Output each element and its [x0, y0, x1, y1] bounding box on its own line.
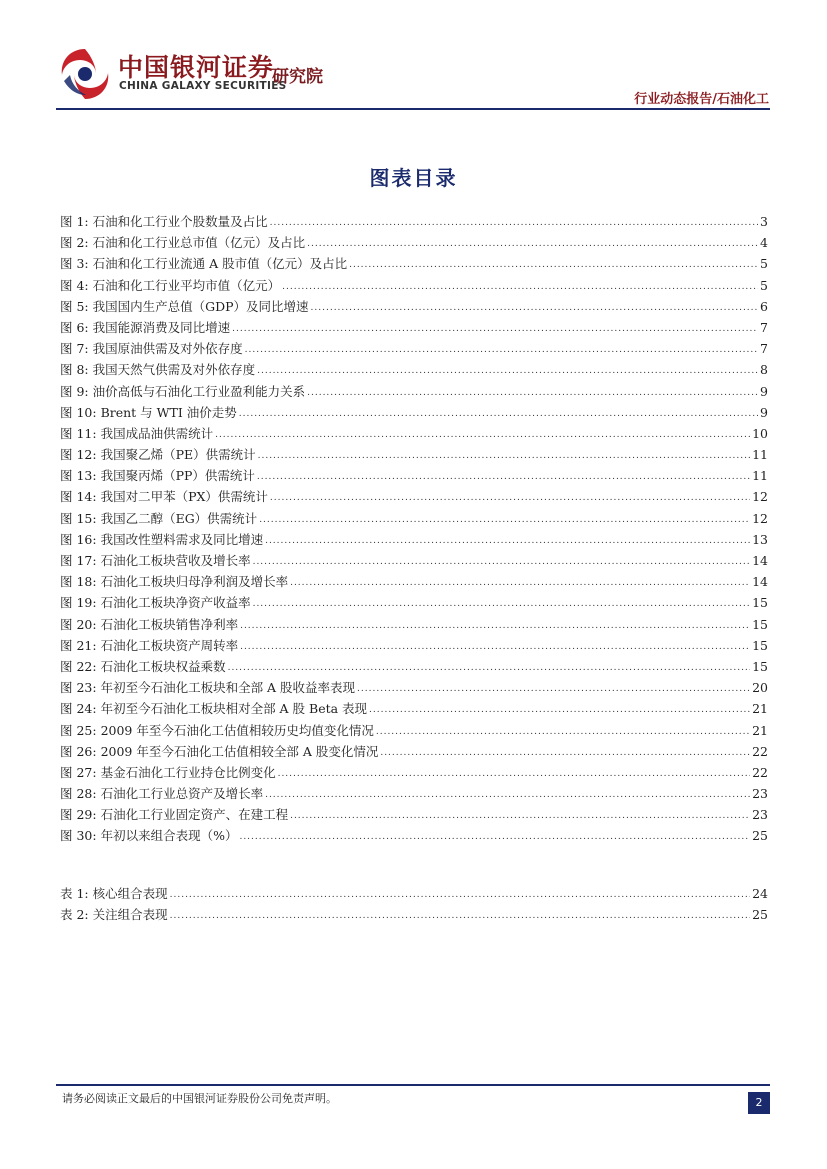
toc-figure-entry[interactable] [60, 635, 768, 656]
toc-entry-page: 21 [752, 701, 768, 717]
toc-entry-page: 12 [752, 489, 768, 505]
toc-entry-label: 图 28: 石油化工行业总资产及增长率 [60, 786, 264, 802]
toc-entry-page: 24 [752, 886, 768, 901]
page-header [0, 0, 827, 112]
toc-entry-label: 图 29: 石油化工行业固定资产、在建工程 [60, 807, 289, 823]
toc-entry-page: 14 [752, 574, 768, 590]
figures-toc-list [60, 211, 768, 847]
toc-entry-label: 图 21: 石油化工板块资产周转率 [60, 637, 239, 653]
toc-figure-entry[interactable] [60, 338, 768, 359]
toc-figure-entry[interactable] [60, 720, 768, 741]
toc-table-entry[interactable] [60, 883, 768, 904]
toc-entry-page: 9 [760, 383, 768, 399]
tables-toc-list [60, 883, 768, 925]
toc-figure-entry[interactable] [60, 571, 768, 592]
toc-entry-page: 14 [752, 553, 768, 568]
page-number-badge: 2 [748, 1092, 770, 1114]
toc-entry-label: 图 23: 年初至今石油化工板块和全部 A 股收益率表现 [60, 680, 356, 696]
toc-entry-label: 图 3: 石油和化工行业流通 A 股市值（亿元）及占比 [60, 256, 348, 272]
toc-entry-page: 20 [752, 680, 768, 696]
toc-entry-label: 图 5: 我国国内生产总值（GDP）及同比增速 [60, 298, 309, 314]
toc-figure-entry[interactable] [60, 381, 768, 402]
toc-entry-label: 图 20: 石油化工板块销售净利率 [60, 616, 239, 632]
toc-figure-entry[interactable] [60, 656, 768, 677]
toc-figure-entry[interactable] [60, 698, 768, 719]
header-divider [56, 108, 770, 110]
toc-entry-page: 21 [752, 722, 768, 738]
galaxy-logo-icon [56, 45, 114, 103]
toc-figure-entry[interactable] [60, 762, 768, 783]
toc-entry-page: 25 [752, 907, 768, 923]
toc-entry-page: 9 [760, 404, 768, 420]
toc-figure-entry[interactable] [60, 592, 768, 613]
toc-entry-page: 11 [752, 447, 768, 463]
toc-entry-page: 5 [760, 256, 768, 272]
toc-entry-label: 图 9: 油价高低与石油化工行业盈利能力关系 [60, 383, 306, 399]
toc-figure-entry[interactable] [60, 825, 768, 846]
toc-figure-entry[interactable] [60, 253, 768, 274]
toc-entry-label: 图 30: 年初以来组合表现（%） [60, 828, 238, 844]
toc-entry-page: 22 [752, 764, 768, 780]
toc-entry-label: 图 27: 基金石油化工行业持仓比例变化 [60, 764, 276, 780]
toc-entry-label: 图 4: 石油和化工行业平均市值（亿元） [60, 277, 281, 293]
toc-entry-page: 15 [752, 616, 768, 632]
toc-entry-label: 图 10: Brent 与 WTI 油价走势 [60, 404, 237, 420]
toc-entry-label: 图 15: 我国乙二醇（EG）供需统计 [60, 510, 258, 526]
toc-figure-entry[interactable] [60, 550, 768, 571]
toc-entry-label: 图 24: 年初至今石油化工板块相对全部 A 股 Beta 表现 [60, 701, 368, 717]
toc-figure-entry[interactable] [60, 741, 768, 762]
toc-figure-entry[interactable] [60, 783, 768, 804]
toc-title: 图表目录 [369, 166, 458, 190]
toc-entry-page: 5 [760, 277, 768, 293]
toc-figure-entry[interactable] [60, 359, 768, 380]
toc-entry-label: 图 17: 石油化工板块营收及增长率 [60, 553, 251, 568]
toc-figure-entry[interactable] [60, 232, 768, 253]
footer-disclaimer: 请务必阅读正文最后的中国银河证券股份公司免责声明。 [62, 1092, 337, 1105]
brand-name-cn: 中国银河证券 [118, 53, 275, 82]
toc-figure-entry[interactable] [60, 317, 768, 338]
toc-entry-label: 图 11: 我国成品油供需统计 [60, 425, 214, 441]
toc-entry-page: 12 [752, 510, 768, 526]
toc-entry-page: 10 [752, 425, 768, 441]
toc-entry-label: 图 13: 我国聚丙烯（PP）供需统计 [60, 468, 255, 484]
toc-figure-entry[interactable] [60, 677, 768, 698]
toc-entry-page: 3 [760, 214, 768, 229]
footer-divider [56, 1084, 770, 1086]
toc-figure-entry[interactable] [60, 402, 768, 423]
toc-entry-page: 4 [760, 235, 768, 251]
toc-entry-label: 图 1: 石油和化工行业个股数量及占比 [60, 214, 268, 229]
toc-entry-page: 15 [752, 658, 768, 674]
toc-figure-entry[interactable] [60, 614, 768, 635]
toc-entry-label: 图 25: 2009 年至今石油化工估值相较历史均值变化情况 [60, 722, 374, 738]
toc-entry-page: 15 [752, 595, 768, 611]
toc-figure-entry[interactable] [60, 465, 768, 486]
toc-entry-label: 图 18: 石油化工板块归母净利润及增长率 [60, 574, 289, 590]
toc-figure-entry[interactable] [60, 804, 768, 825]
toc-entry-label: 图 2: 石油和化工行业总市值（亿元）及占比 [60, 235, 306, 251]
toc-entry-label: 图 16: 我国改性塑料需求及同比增速 [60, 531, 264, 547]
toc-entry-page: 25 [752, 828, 768, 844]
toc-figure-entry[interactable] [60, 508, 768, 529]
toc-entry-label: 表 2: 关注组合表现 [60, 907, 168, 923]
toc-entry-page: 13 [752, 531, 768, 547]
toc-entry-page: 7 [760, 341, 768, 357]
toc-entry-page: 22 [752, 743, 768, 759]
toc-entry-label: 图 6: 我国能源消费及同比增速 [60, 319, 231, 335]
institute-name: 研究院 [272, 67, 323, 87]
brand-name-en: CHINA GALAXY SECURITIES [119, 80, 287, 92]
toc-figure-entry[interactable] [60, 529, 768, 550]
toc-figure-entry[interactable] [60, 444, 768, 465]
toc-figure-entry[interactable] [60, 211, 768, 232]
toc-dot-leader [239, 824, 750, 848]
report-type: 行业动态报告/石油化工 [634, 92, 769, 107]
toc-entry-label: 图 22: 石油化工板块权益乘数 [60, 658, 226, 674]
toc-entry-page: 23 [752, 807, 768, 823]
toc-figure-entry[interactable] [60, 275, 768, 296]
toc-entry-page: 8 [760, 362, 768, 378]
toc-dot-leader [170, 903, 750, 927]
toc-entry-page: 7 [760, 319, 768, 335]
toc-entry-page: 6 [760, 298, 768, 314]
toc-entry-page: 15 [752, 637, 768, 653]
toc-entry-label: 图 12: 我国聚乙烯（PE）供需统计 [60, 447, 256, 463]
toc-entry-label: 图 26: 2009 年至今石油化工估值相较全部 A 股变化情况 [60, 743, 379, 759]
toc-entry-label: 图 8: 我国天然气供需及对外依存度 [60, 362, 256, 378]
toc-entry-label: 图 14: 我国对二甲苯（PX）供需统计 [60, 489, 268, 505]
toc-entry-page: 23 [752, 786, 768, 802]
toc-entry-page: 11 [752, 468, 768, 484]
toc-figure-entry[interactable] [60, 486, 768, 507]
toc-entry-label: 图 19: 石油化工板块净资产收益率 [60, 595, 251, 611]
toc-entry-label: 图 7: 我国原油供需及对外依存度 [60, 341, 243, 357]
toc-table-entry[interactable] [60, 904, 768, 925]
toc-figure-entry[interactable] [60, 423, 768, 444]
toc-figure-entry[interactable] [60, 296, 768, 317]
toc-entry-label: 表 1: 核心组合表现 [60, 886, 168, 901]
